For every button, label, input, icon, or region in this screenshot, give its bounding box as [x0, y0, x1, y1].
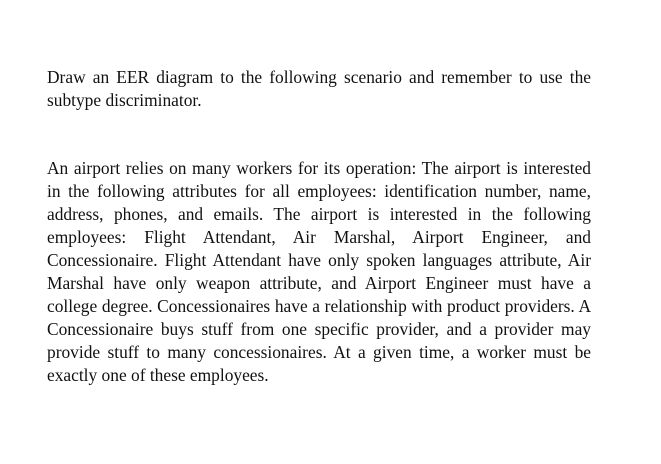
scenario-paragraph: An airport relies on many workers for its operation: The airport is interested in the following attributes for all employees: identification number, name, address, phones, and emails. The airport is interested in the following employees: Flight Attendant, Air Marshal, Airport Engineer, and Concessionaire. Flight Attendant have only spoken languages attribute, Air Marshal have only weapon attribute, and Airport Engineer must have a college degree. Concessionaires have a relationship with product providers. A Concessionaire buys stuff from one specific provider, and a provider may provide stuff to many concessionaires. At a given time, a worker must be exactly one of these employees. [47, 158, 591, 385]
document-page [47, 66, 591, 387]
instruction-paragraph: Draw an EER diagram to the following scenario and remember to use the subtype discriminator. [47, 67, 591, 110]
paragraph-spacer [47, 112, 591, 157]
